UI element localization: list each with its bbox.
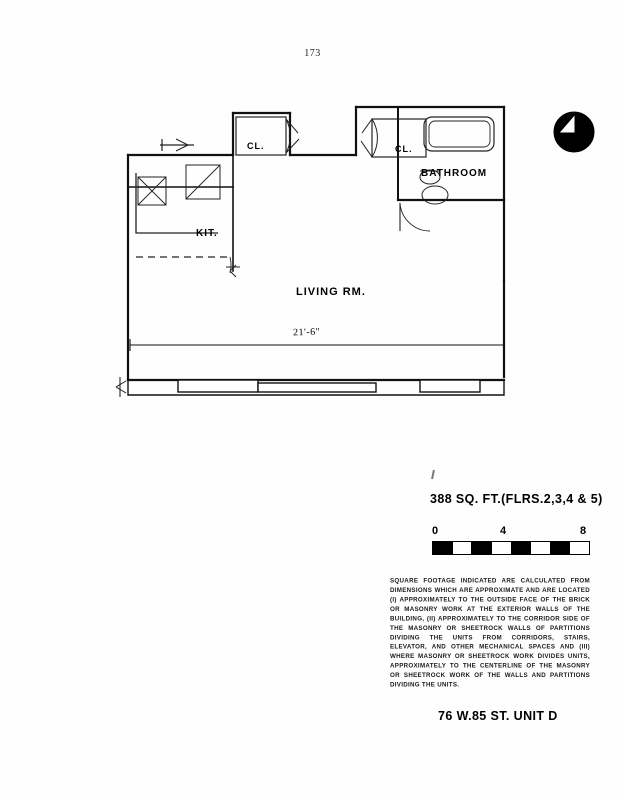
scale-tick-labels	[432, 525, 592, 539]
scale-tick-1: 4	[500, 525, 507, 537]
floor-plan-drawing	[100, 95, 540, 405]
dimension-label: 21'-6"	[292, 326, 321, 339]
room-label-living-room: LIVING RM.	[296, 286, 366, 298]
page-number: 173	[304, 48, 321, 59]
scale-tick-2: 8	[580, 525, 587, 537]
room-label-closet-right: CL.	[395, 144, 413, 154]
scale-bar-block	[432, 525, 592, 557]
unit-address-label: 76 W.85 ST. UNIT D	[438, 709, 558, 723]
legal-note: SQUARE FOOTAGE INDICATED ARE CALCULATED FROM DIMENSIONS WHICH ARE APPROXIMATE AND ARE LOCATED (I) APPROXIMATELY TO THE OUTSIDE FACE OF THE BRICK OR MASONRY WORK AT THE EXTERIOR WALLS OF THE BUILDING, (II) APPROXIMATELY TO THE CORRIDOR SIDE OF THE MASONRY OR SHEETROCK WALLS OF PARTITIONS DIVIDING THE UNITS FROM CORRIDORS, STAIRS, ELEVATOR, AND OTHER MECHANICAL SPACES AND (III) WHERE MASONRY OR SHEETROCK WORK DIVIDES UNITS, APPROXIMATELY TO THE CENTERLINE OF THE MASONRY OR SHEETROCK WORK OF THE WALLS AND PARTITIONS DIVIDING THE UNITS.	[390, 577, 590, 689]
room-label-bathroom: BATHROOM	[421, 168, 488, 179]
north-arrow-icon	[552, 110, 596, 154]
scale-tick-0: 0	[432, 525, 439, 537]
scale-bar	[432, 541, 590, 555]
square-footage-label: 388 SQ. FT.(FLRS.2,3,4 & 5)	[430, 492, 603, 506]
floor-plan-svg	[100, 95, 540, 405]
stray-mark	[431, 470, 435, 479]
room-label-closet-left: CL.	[247, 141, 265, 151]
room-label-kitchen: KIT.	[196, 228, 218, 239]
